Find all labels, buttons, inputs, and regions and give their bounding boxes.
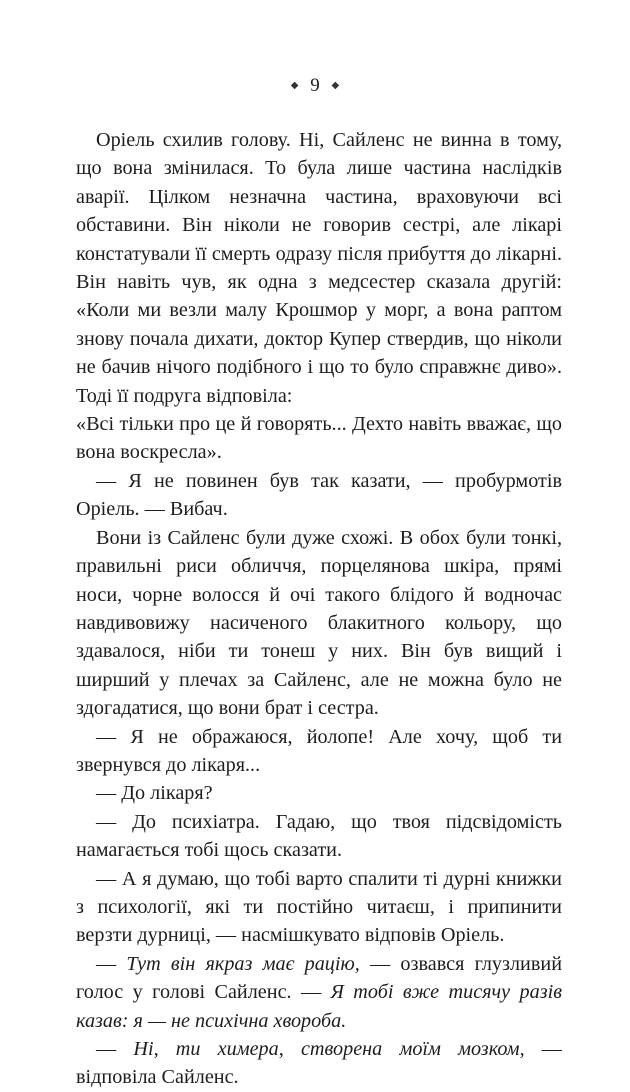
page-number: 9 (310, 75, 320, 96)
paragraph (76, 950, 562, 1035)
paragraph: — До психіатра. Гадаю, що твоя підсвідомість намагається тобі щось сказати. (76, 810, 562, 862)
paragraph (76, 1035, 562, 1092)
paragraph: — Я не повинен був так казати, — пробурмотів Оріель. — Вибач. (76, 469, 562, 521)
italic-speech: Тут він якраз має рацію, (126, 952, 360, 975)
narration: — озвався глузливий голос у голові Сайленс. — (76, 952, 563, 1004)
dialogue-dash: — (96, 1038, 134, 1060)
narration: — відповіла Сайленс. (76, 1038, 562, 1089)
right-ornament-icon: ◆ (331, 80, 340, 91)
paragraph: «Всі тільки про це й говорять... Дехто навіть вважає, що вона воскресла». (76, 413, 562, 464)
paragraph: — До лікаря? (96, 782, 213, 805)
paragraph: — А я думаю, що тобі варто спалити ті дурні книжки з психології, які ти постійно читаєш, і припинити верзти дурниці, — насмішкувато відповів Оріель. (76, 867, 562, 947)
paragraph: — Я не ображаюся, йолопе! Але хочу, щоб ти звернувся до лікаря... (76, 725, 562, 776)
page-text (76, 126, 562, 1092)
dialogue-dash: — (96, 952, 127, 975)
italic-speech: Я тобі вже тисячу разів казав: я — не психічна хвороба. (76, 981, 562, 1032)
paragraph: Оріель схилив голову. Ні, Сайленс не винна в тому, що вона змінилася. То була лише частина наслідків аварії. Цілком незначна частина, враховуючи всі обставини. Він ніколи не говорив сестрі, але лікарі констатували її смерть одразу після прибуття до лікарні. Він навіть чув, як одна з медсестер сказала другій: «Коли ми везли малу Крошмор у морг, а вона раптом знову почала дихати, доктор Купер ствердив, що ніколи не бачив нічого подібного і що то було справжнє диво». Тоді її подруга відповіла: (76, 129, 562, 407)
italic-speech: Ні, ти химера, створена моїм мозком, (133, 1038, 525, 1060)
page-header (0, 74, 630, 98)
paragraph: Вони із Сайленс були дуже схожі. В обох були тонкі, правильні риси обличчя, порцелянова шкіра, прямі носи, чорне волосся й очі такого блідого й водночас навдивовижу насиченого блакитного кольору, що здавалося, ніби ти тонеш у них. Він був вищий і ширший у плечах за Сайленс, але не можна було не здогадатися, що вони брат і сестра. (76, 526, 562, 720)
left-ornament-icon: ◆ (290, 80, 299, 91)
